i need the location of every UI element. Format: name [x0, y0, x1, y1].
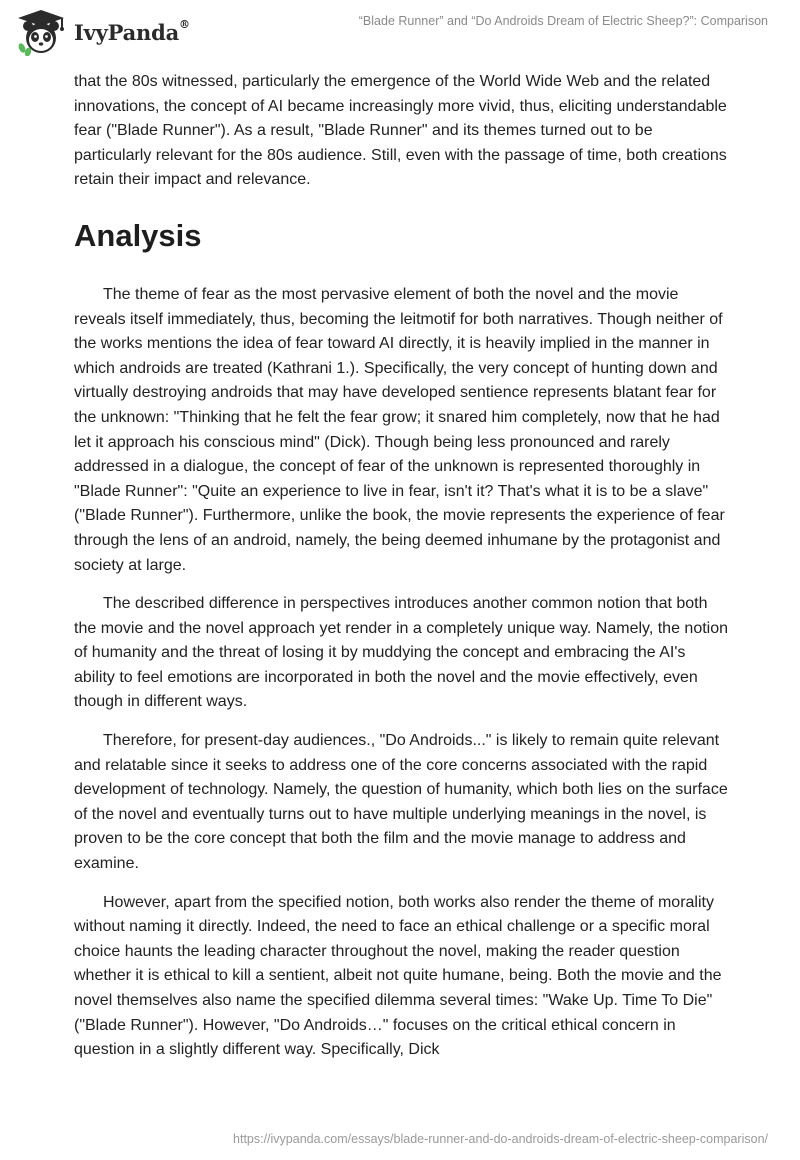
body-paragraph: The theme of fear as the most pervasive element of both the novel and the movie reveals itself immediately, thus, becoming the leitmotif for both narratives. Though neither of the works mentions the idea of fear toward AI directly, it is heavily implied in the manner in which androids are treated (Kathrani 1.). Specifically, the very concept of hunting down and virtually destroying androids that may have developed sentience represents blatant fear for the unknown: "Thinking that he felt the fear grow; it snared him completely, now that he had let it approach his conscious mind" (Dick). Though being less pronounced and rarely addressed in a dialogue, the concept of fear of the unknown is represented thoroughly in "Blade Runner": "Quite an experience to live in fear, isn't it? That's what it is to be a slave" ("Blade Runner"). Furthermore, unlike the book, the movie represents the experience of fear through the lens of an android, namely, the being deemed inhumane by the protagonist and society at large. — [74, 285, 725, 574]
logo-text: IvyPanda® — [74, 17, 190, 45]
body-paragraph: The described difference in perspectives introduces another common notion that both the movie and the novel approach yet render in a completely unique way. Namely, the notion of humanity and the threat of losing it by muddying the concept and embracing the AI's ability to feel emotions are incorporated in both the novel and the movie effectively, even though in different ways. — [74, 595, 729, 711]
body-paragraph: However, apart from the specified notion, both works also render the theme of morality without naming it directly. Indeed, the need to face an ethical challenge or a specific moral choice haunts the leading character throughout the novel, making the reader question whether it is ethical to kill a sentient, albeit not quite humane, being. Both the movie and the novel themselves also name the specified dilemma several times: "Wake Up. Time To Die" ("Blade Runner"). However, "Do Androids…" focuses on the critical ethical concern in question in a slightly different way. Specifically, Dick — [74, 893, 722, 1059]
ivypanda-logo[interactable] — [14, 8, 190, 56]
body-paragraph: Therefore, for present-day audiences., "Do Androids..." is likely to remain quite relevant and relatable since it seeks to address one of the core concerns associated with the rapid development of technology. Namely, the question of humanity, which both lies on the surface of the novel and eventually turns out to have multiple underlying meanings in the novel, is proven to be the core concept that both the film and the movie manage to address and examine. — [74, 732, 728, 873]
essay-body — [74, 70, 730, 1077]
document-title: “Blade Runner” and “Do Androids Dream of Electric Sheep?”: Comparison — [358, 14, 768, 28]
section-heading-analysis: Analysis — [74, 217, 202, 253]
panda-graduation-cap-icon — [14, 8, 68, 56]
intro-paragraph: that the 80s witnessed, particularly the emergence of the World Wide Web and the related innovations, the concept of AI became increasingly more vivid, thus, eliciting understandable fear ("Blade Runner"). As a result, "Blade Runner" and its themes turned out to be particularly relevant for the 80s audience. Still, even with the passage of time, both creations retain their impact and relevance. — [74, 73, 727, 189]
source-url[interactable]: https://ivypanda.com/essays/blade-runner-and-do-androids-dream-of-electric-sheep-comparison/ — [233, 1132, 768, 1146]
page-header — [0, 0, 800, 64]
